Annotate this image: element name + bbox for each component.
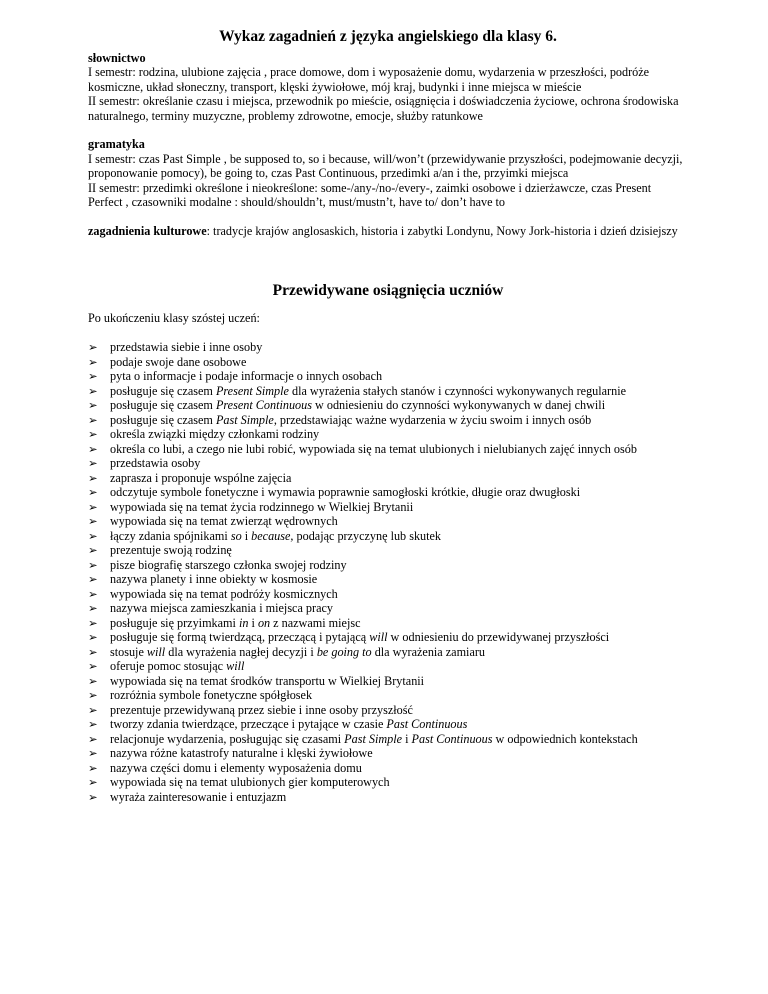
list-item-segment: dla wyrażenia stałych stanów i czynności wykonywanych regularnie	[288, 383, 627, 398]
list-item-text	[110, 775, 688, 790]
list-item-segment: dla wyrażenia nagłej decyzji i	[165, 644, 317, 659]
arrow-bullet-icon: ➢	[88, 528, 98, 543]
list-item	[88, 355, 688, 370]
list-item	[88, 485, 688, 500]
document-page	[88, 30, 688, 804]
list-item-text	[110, 543, 688, 558]
list-item-segment: określa związki między członkami rodziny	[110, 427, 320, 441]
list-item-segment: pyta o informacje i podaje informacje o innych osobach	[110, 369, 383, 383]
list-item-segment: nazywa planety i inne obiekty w kosmosie	[110, 572, 318, 586]
list-item	[88, 529, 688, 544]
list-item-segment: wypowiada się na temat ulubionych gier komputerowych	[110, 775, 390, 789]
list-item-segment: posługuje się czasem	[110, 412, 216, 427]
list-item	[88, 514, 688, 529]
list-item	[88, 427, 688, 442]
list-item-text	[110, 413, 688, 428]
arrow-bullet-icon: ➢	[88, 789, 98, 804]
list-item	[88, 761, 688, 776]
list-item-segment: podając przyczynę lub skutek	[293, 528, 442, 543]
list-item-segment: wypowiada się na temat życia rodzinnego w Wielkiej Brytanii	[110, 499, 414, 514]
list-item-term: in	[238, 615, 249, 630]
arrow-bullet-icon: ➢	[88, 644, 98, 659]
arrow-bullet-icon: ➢	[88, 601, 98, 615]
list-item	[88, 587, 688, 602]
list-item	[88, 790, 688, 805]
list-item-segment: w odniesieniu do przewidywanej przyszłości	[387, 630, 610, 644]
list-item-text	[110, 384, 688, 399]
list-item	[88, 369, 688, 384]
list-item	[88, 717, 688, 732]
list-item-text	[110, 427, 688, 442]
list-item-segment: w odpowiednich kontekstach	[492, 731, 638, 746]
list-item	[88, 601, 688, 616]
list-item	[88, 688, 688, 703]
list-item-text	[110, 442, 688, 457]
list-item	[88, 630, 688, 645]
list-item-term: will	[226, 659, 245, 673]
list-item-term: so	[230, 528, 242, 543]
section-culture	[88, 224, 688, 239]
list-item-segment: wyraża zainteresowanie i entuzjazm	[110, 789, 287, 804]
list-item-segment: przedstawia siebie i inne osoby	[110, 340, 263, 354]
list-item-segment: w odniesieniu do czynności wykonywanych w danej chwili	[311, 398, 606, 412]
list-item	[88, 616, 688, 631]
list-item-segment: relacjonuje wydarzenia, posługując się czasami	[110, 731, 345, 746]
arrow-bullet-icon: ➢	[88, 340, 98, 354]
list-item-segment: określa co lubi, a czego nie lubi robić, wypowiada się na temat ulubionych i nielubianych zajęć innych osób	[110, 441, 637, 456]
list-item-segment: pisze biografię starszego członka swojej rodziny	[110, 557, 347, 572]
list-item-text	[110, 529, 688, 544]
list-item-term: will	[369, 630, 388, 644]
list-item-segment: posługuje się czasem	[110, 398, 216, 412]
arrow-bullet-icon: ➢	[88, 673, 98, 688]
list-item	[88, 398, 688, 413]
list-item-term: Past Simple	[344, 731, 403, 746]
list-item-text	[110, 674, 688, 689]
arrow-bullet-icon: ➢	[88, 470, 98, 485]
list-item	[88, 471, 688, 486]
list-item-segment: rozróżnia symbole fonetyczne spółgłosek	[110, 688, 313, 702]
list-item-term: because,	[251, 528, 294, 543]
list-item	[88, 500, 688, 515]
list-item-text	[110, 572, 688, 587]
grammar-semester-2: II semestr: przedimki określone i nieokreślone: some-/any-/no-/every-, zaimki osobowe i dzierżawcze, czas Present Perfect , czasowniki modalne : should/shouldn’t, must/mustn’t, have to/ don’t have to	[88, 180, 652, 209]
arrow-bullet-icon: ➢	[88, 499, 98, 514]
list-item-segment: stosuje	[110, 644, 147, 659]
list-item	[88, 384, 688, 399]
list-item	[88, 456, 688, 471]
arrow-bullet-icon: ➢	[88, 746, 98, 760]
achievements-list	[88, 340, 688, 804]
list-item-segment: nazywa części domu i elementy wyposażenia domu	[110, 760, 362, 775]
vocabulary-semester-1: I semestr: rodzina, ulubione zajęcia , prace domowe, dom i wyposażenie domu, wydarzenia w przeszłości, podróże kosmiczne, układ słoneczny, transport, klęski żywiołowe, mój kraj, budynki i inne miejsca w mieście	[88, 65, 650, 94]
list-item-term: will	[146, 644, 166, 659]
arrow-bullet-icon: ➢	[88, 383, 98, 398]
list-item-text	[110, 703, 688, 718]
list-item-text	[110, 340, 688, 355]
list-item	[88, 746, 688, 761]
arrow-bullet-icon: ➢	[88, 369, 98, 383]
list-item	[88, 703, 688, 718]
list-item-text	[110, 761, 688, 776]
arrow-bullet-icon: ➢	[88, 543, 98, 557]
document-title: Wykaz zagadnień z języka angielskiego dla klasy 6.	[219, 28, 557, 45]
list-item-segment: i	[402, 731, 412, 746]
list-item-text	[110, 558, 688, 573]
list-item-term: Past Simple	[215, 412, 274, 427]
list-item-segment: podaje swoje dane osobowe	[110, 354, 247, 369]
list-item-segment: nazywa miejsca zamieszkania i miejsca pracy	[110, 601, 333, 615]
list-item	[88, 413, 688, 428]
culture-text: : tradycje krajów anglosaskich, historia i zabytki Londynu, Nowy Jork-historia i dzień dzisiejszy	[206, 223, 678, 238]
arrow-bullet-icon: ➢	[88, 688, 98, 702]
list-item-segment: posługuje się formą twierdzącą, przeczącą i pytającą	[110, 630, 370, 644]
list-item-segment: posługuje się czasem	[110, 383, 216, 398]
list-item-text	[110, 355, 688, 370]
list-item	[88, 442, 688, 457]
arrow-bullet-icon: ➢	[88, 485, 98, 499]
list-item	[88, 340, 688, 355]
arrow-bullet-icon: ➢	[88, 412, 98, 427]
list-item-text	[110, 732, 688, 747]
list-item-segment: tworzy zdania twierdzące, przeczące i pytające w czasie	[110, 717, 387, 731]
arrow-bullet-icon: ➢	[88, 731, 98, 746]
list-item	[88, 645, 688, 660]
list-item-term: Past Continuous	[411, 731, 493, 746]
list-item-text	[110, 601, 688, 616]
arrow-bullet-icon: ➢	[88, 427, 98, 441]
list-item-segment: łączy zdania spójnikami	[110, 528, 231, 543]
arrow-bullet-icon: ➢	[88, 354, 98, 369]
vocabulary-semester-2: II semestr: określanie czasu i miejsca, przewodnik po mieście, osiągnięcia i doświadczenia życiowe, ochrona środowiska naturalnego, terminy muzyczne, problemy zdrowotne, emocje, służby ratunkowe	[88, 94, 679, 123]
list-item-segment: wypowiada się na temat podróży kosmicznych	[110, 586, 338, 601]
vocabulary-heading: słownictwo	[88, 50, 146, 65]
list-item-text	[110, 790, 688, 805]
arrow-bullet-icon: ➢	[88, 702, 98, 717]
list-item	[88, 543, 688, 558]
list-item-term: Present Continuous	[215, 398, 312, 412]
list-item-segment: , przedstawiając ważne wydarzenia w życiu swoim i innych osób	[273, 412, 592, 427]
arrow-bullet-icon: ➢	[88, 398, 98, 412]
list-item-segment: oferuje pomoc stosując	[110, 659, 227, 673]
arrow-bullet-icon: ➢	[88, 557, 98, 572]
grammar-semester-1: I semestr: czas Past Simple , be supposed to, so i because, will/won’t (przewidywanie przyszłości, podejmowanie decyzji, proponowanie pomocy), be going to, czas Past Continuous, przedimki a/an i the, przyimki miejsca	[88, 151, 683, 180]
arrow-bullet-icon: ➢	[88, 659, 98, 673]
list-item-segment: prezentuje przewidywaną przez siebie i inne osoby przyszłość	[110, 702, 413, 717]
list-item-text	[110, 500, 688, 515]
arrow-bullet-icon: ➢	[88, 572, 98, 586]
section-vocabulary	[88, 51, 688, 124]
list-item	[88, 775, 688, 790]
arrow-bullet-icon: ➢	[88, 514, 98, 528]
arrow-bullet-icon: ➢	[88, 456, 98, 470]
list-item-text	[110, 456, 688, 471]
list-item-text	[110, 587, 688, 602]
arrow-bullet-icon: ➢	[88, 775, 98, 789]
list-item-text	[110, 630, 688, 645]
arrow-bullet-icon: ➢	[88, 586, 98, 601]
list-item	[88, 659, 688, 674]
list-item-segment: zaprasza i proponuje wspólne zajęcia	[110, 470, 292, 485]
list-item-segment: prezentuje swoją rodzinę	[110, 543, 232, 557]
list-item-term: on	[257, 615, 271, 630]
list-item-text	[110, 369, 688, 384]
grammar-heading: gramatyka	[88, 137, 145, 151]
list-item-text	[110, 659, 688, 674]
list-item-segment: dla wyrażenia zamiaru	[371, 644, 486, 659]
arrow-bullet-icon: ➢	[88, 615, 98, 630]
list-item-text	[110, 485, 688, 500]
section-grammar	[88, 137, 688, 210]
list-item-segment: wypowiada się na temat zwierząt wędrownych	[110, 514, 338, 528]
culture-heading: zagadnienia kulturowe	[88, 223, 207, 238]
arrow-bullet-icon: ➢	[88, 717, 98, 731]
list-item-segment: posługuje się przyimkami	[110, 615, 239, 630]
achievements-intro: Po ukończeniu klasy szóstej uczeń:	[88, 310, 260, 325]
list-item-text	[110, 746, 688, 761]
list-item-text	[110, 398, 688, 413]
list-item	[88, 674, 688, 689]
list-item-text	[110, 616, 688, 631]
arrow-bullet-icon: ➢	[88, 441, 98, 456]
list-item-term: be going to	[316, 644, 372, 659]
list-item-term: Past Continuous	[386, 717, 468, 731]
list-item	[88, 558, 688, 573]
list-item-segment: odczytuje symbole fonetyczne i wymawia poprawnie samogłoski krótkie, długie oraz dwugłoski	[110, 485, 581, 499]
list-item-segment: i	[241, 528, 252, 543]
list-item-segment: przedstawia osoby	[110, 456, 201, 470]
list-item-text	[110, 688, 688, 703]
list-item-text	[110, 645, 688, 660]
list-item-term: Present Simple	[215, 383, 289, 398]
list-item-segment: z nazwami miejsc	[270, 615, 361, 630]
arrow-bullet-icon: ➢	[88, 760, 98, 775]
list-item	[88, 732, 688, 747]
list-item-text	[110, 717, 688, 732]
achievements-title: Przewidywane osiągnięcia uczniów	[272, 282, 504, 299]
list-item-text	[110, 471, 688, 486]
list-item-text	[110, 514, 688, 529]
arrow-bullet-icon: ➢	[88, 630, 98, 644]
list-item-segment: nazywa różne katastrofy naturalne i klęski żywiołowe	[110, 746, 373, 760]
list-item	[88, 572, 688, 587]
list-item-segment: i	[248, 615, 258, 630]
list-item-segment: wypowiada się na temat środków transportu w Wielkiej Brytanii	[110, 673, 425, 688]
